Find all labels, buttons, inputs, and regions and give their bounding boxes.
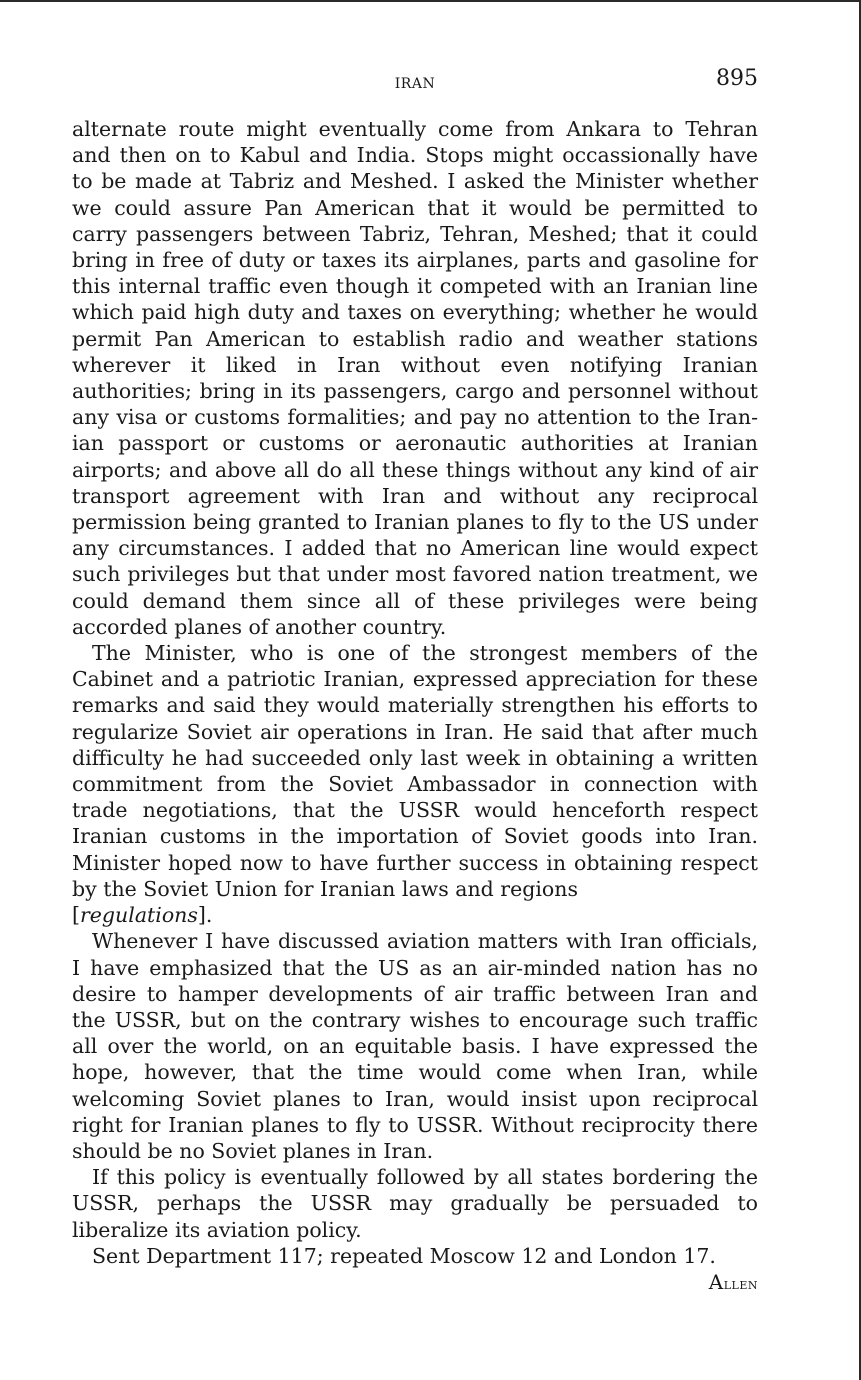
paragraph-minister-response — [72, 640, 758, 928]
running-head: IRAN — [394, 76, 436, 92]
distribution-line: Sent Department 117; repeated Moscow 12 and London 17. — [92, 1243, 716, 1268]
paragraph-aviation-matters: Whenever I have discussed aviation matters with Iran officials, I have emphasized that the US as an air-minded nation has no desire to hamper developments of air traffic between Iran and the USSR, but on the contrary wishes to encourage such traffic all over the world, on an equitable basis. I have expressed the hope, however, that the time would come when Iran, while welcoming Soviet planes to Iran, would insist upon reciprocal right for Iranian planes to fly to USSR. Without reciprocity there should be no Soviet planes in Iran. — [72, 929, 758, 1163]
page-header — [72, 66, 758, 100]
paragraph-continued: alternate route might eventually come from Ankara to Tehran and then on to Kabul and India. Stops might occassionally have to be made at Tabriz and Meshed. I asked the Minister whether we could assure Pan American that it would be permitted to carry passengers between Tabriz, Tehran, Meshed; that it could bring in free of duty or taxes its airplanes, parts and gasoline for this internal traffic even though it competed with an Iranian line which paid high duty and taxes on everything; whether he would permit Pan American to establish radio and weather stations wherever it liked in Iran without even notifying Iranian authorities; bring in its passengers, cargo and personnel without any visa or customs formalities; and pay no attention to the Iranian passport or customs or aeronautic authorities at Iranian airports; and above all do all these things without any kind of air transport agreement with Iran and without any reciprocal permission being granted to Iranian planes to fly to the US under any circumstances. I added that no American line would expect such privileges but that under most favored nation treatment, we could demand them since all of these privileges were being accorded planes of another country. — [72, 117, 758, 639]
document-body — [72, 116, 758, 1297]
editorial-note: [regulations]. — [72, 903, 213, 928]
page-top-border — [0, 0, 861, 2]
paragraph-minister-text: The Minister, who is one of the strongest members of the Cabinet and a patriotic Iranian, expressed appreciation for these remarks and said they would materially strengthen his efforts to regularize Soviet air operations in Iran. He said that after much difficulty he had succeeded only last week in obtaining a written commitment from the Soviet Ambassador in connection with trade negotiations, that the USSR would henceforth respect Iranian customs in the importation of Soviet goods into Iran. Minister hoped now to have further success in obtaining respect by the Soviet Union for Iranian laws and regions — [72, 641, 758, 901]
page-number: 895 — [716, 66, 758, 91]
paragraph-policy: If this policy is eventually followed by all states bordering the USSR, perhaps the USSR may gradually be persuaded to liberalize its aviation policy. — [72, 1165, 758, 1242]
signature: Allen — [708, 1269, 758, 1294]
